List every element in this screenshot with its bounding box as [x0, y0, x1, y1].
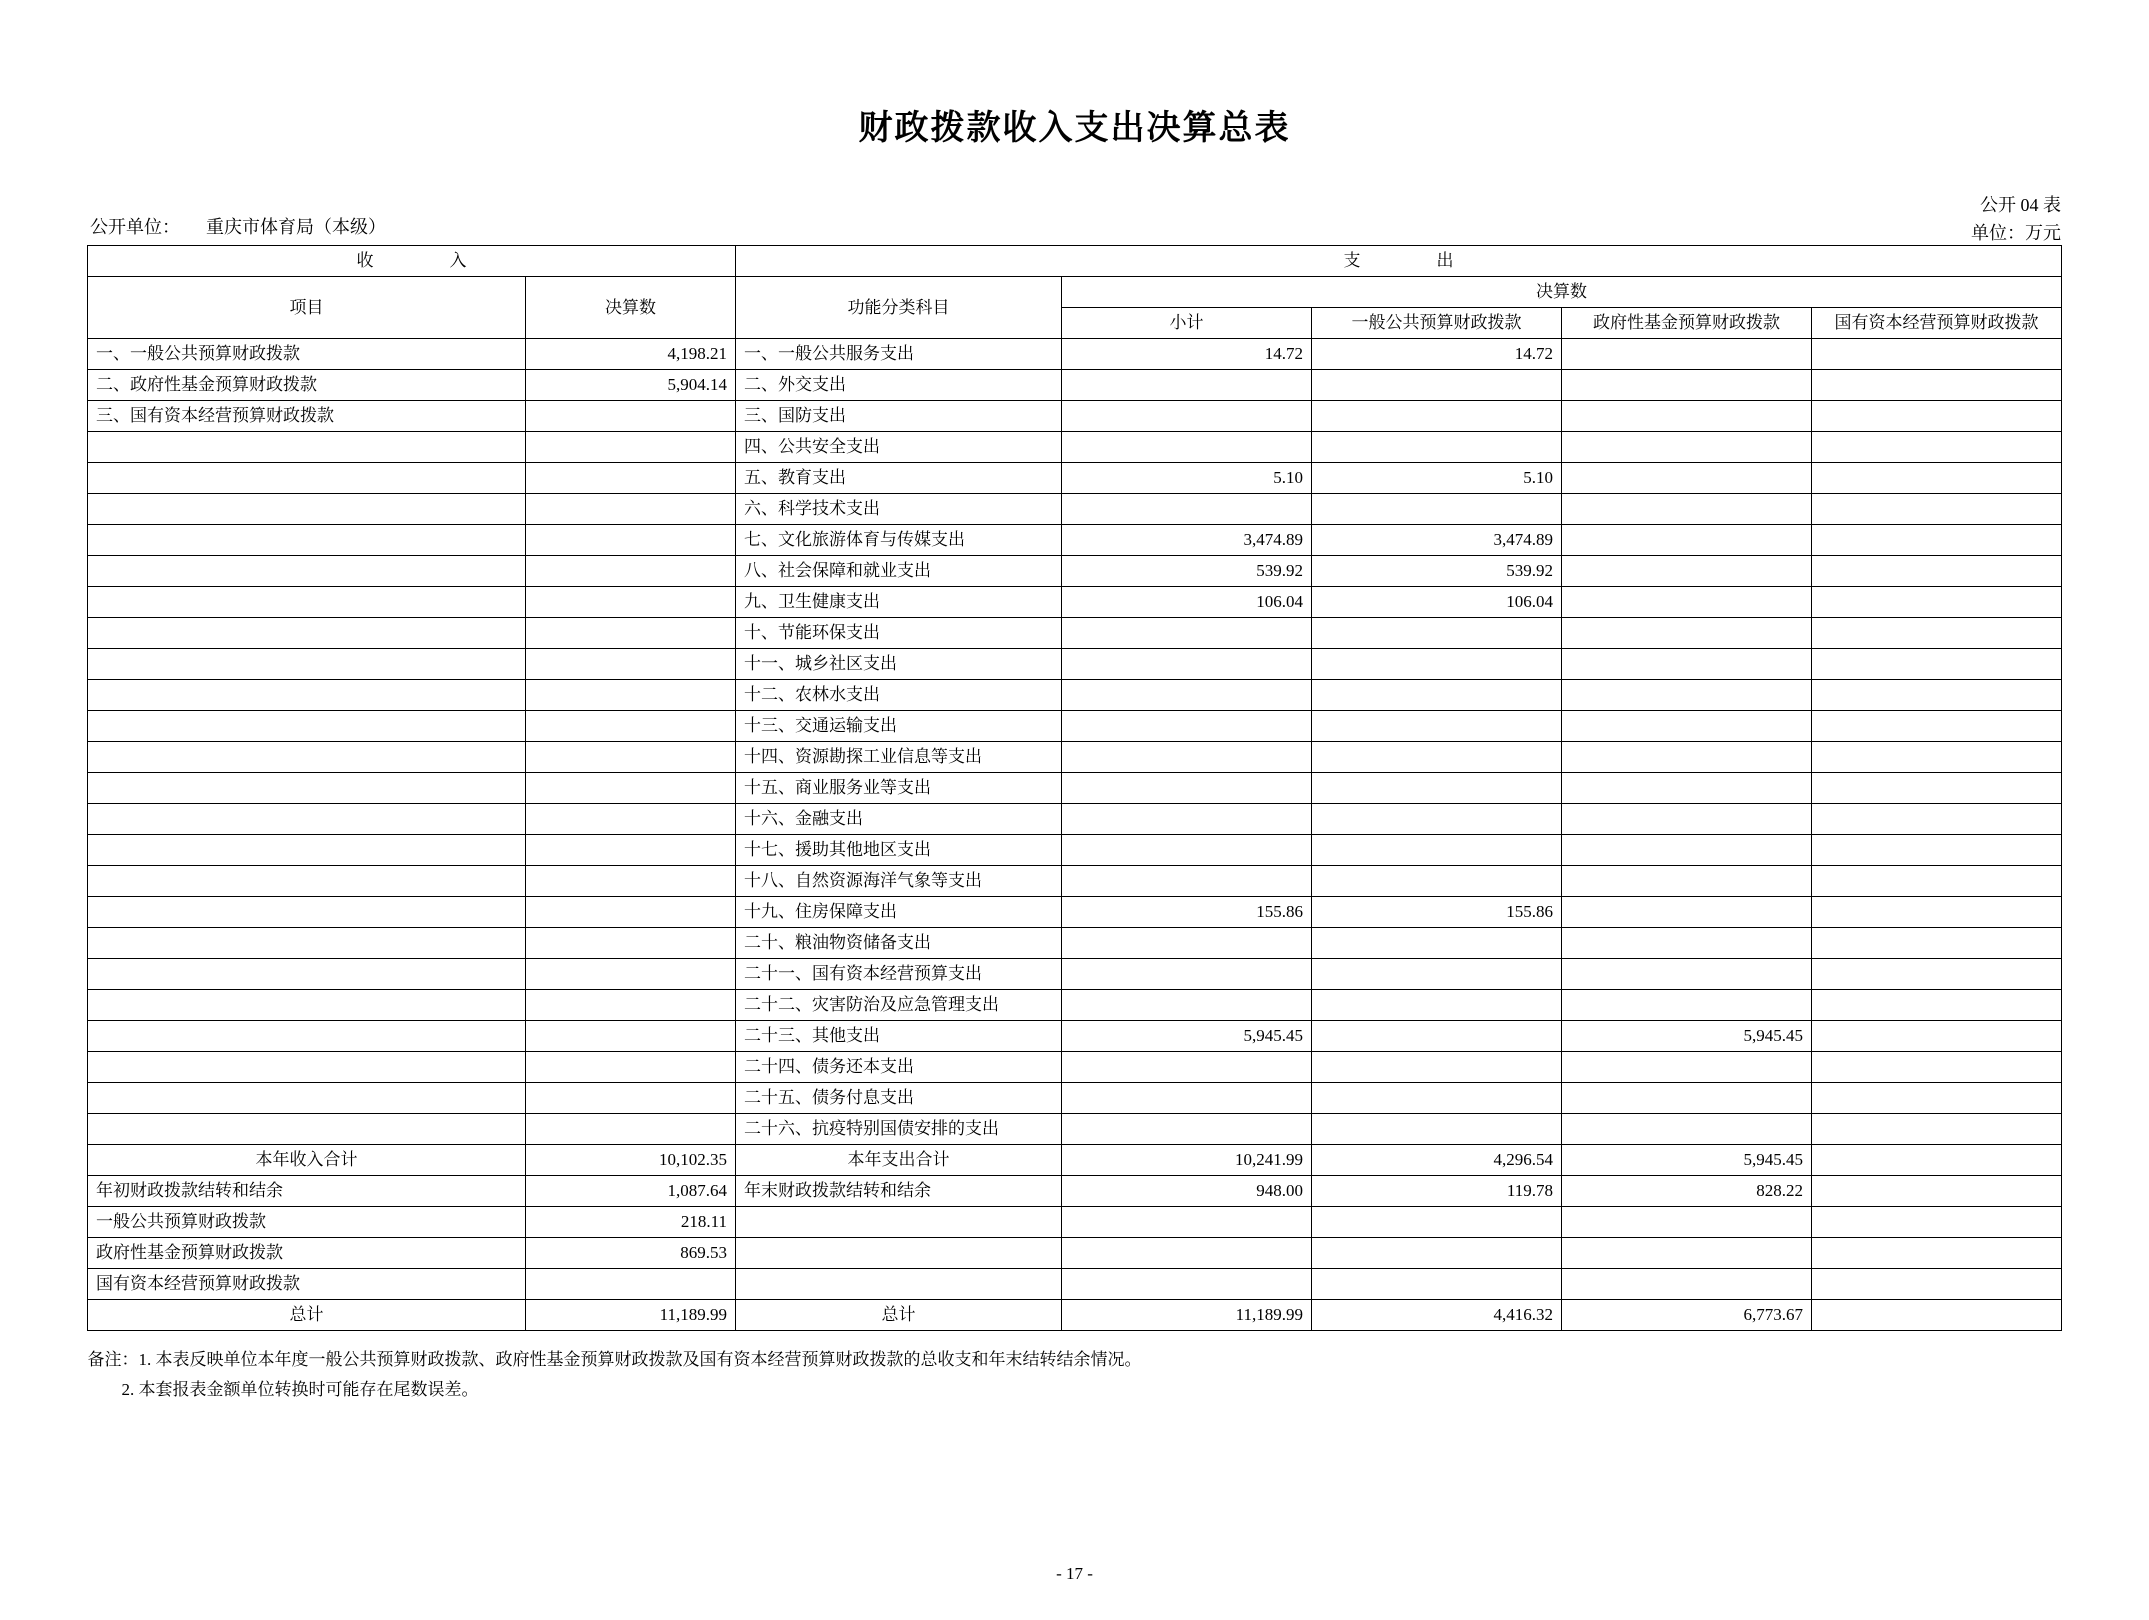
expense-function-label: 二十六、抗疫特别国债安排的支出 — [736, 1114, 1062, 1145]
expense-summary-subtotal: 948.00 — [1062, 1176, 1312, 1207]
expense-fund-value — [1562, 618, 1812, 649]
expense-subtotal-value — [1062, 990, 1312, 1021]
expense-subtotal-value: 106.04 — [1062, 587, 1312, 618]
expense-summary-general: 4,296.54 — [1312, 1145, 1562, 1176]
income-item-value — [526, 618, 736, 649]
expense-summary-general — [1312, 1238, 1562, 1269]
table-row — [88, 990, 2062, 1021]
table-row — [88, 525, 2062, 556]
expense-subtotal-value — [1062, 494, 1312, 525]
expense-subtotal-value — [1062, 959, 1312, 990]
income-item-value — [526, 680, 736, 711]
table-row — [88, 742, 2062, 773]
table-summary-row — [88, 1145, 2062, 1176]
expense-general-value — [1312, 990, 1562, 1021]
expense-general-value — [1312, 680, 1562, 711]
income-summary-label: 年初财政拨款结转和结余 — [88, 1176, 526, 1207]
table-head — [88, 246, 2062, 339]
income-item-value — [526, 959, 736, 990]
expense-state-value — [1812, 649, 2062, 680]
page-title: 财政拨款收入支出决算总表 — [858, 108, 1291, 148]
income-item-value — [526, 432, 736, 463]
table-row — [88, 587, 2062, 618]
income-item-value — [526, 525, 736, 556]
expense-function-label: 二、外交支出 — [736, 370, 1062, 401]
expense-general-value — [1312, 804, 1562, 835]
expense-state-value — [1812, 618, 2062, 649]
income-item-label — [88, 1052, 526, 1083]
income-item-label — [88, 432, 526, 463]
expense-function-label: 二十一、国有资本经营预算支出 — [736, 959, 1062, 990]
income-item-value — [526, 711, 736, 742]
expense-state-value — [1812, 990, 2062, 1021]
income-item-label — [88, 866, 526, 897]
expense-summary-subtotal: 10,241.99 — [1062, 1145, 1312, 1176]
expense-fund-value — [1562, 494, 1812, 525]
table-row — [88, 494, 2062, 525]
expense-subtotal-value — [1062, 928, 1312, 959]
expense-summary-state — [1812, 1269, 2062, 1300]
expense-subtotal-value — [1062, 370, 1312, 401]
income-summary-value: 1,087.64 — [526, 1176, 736, 1207]
expense-fund-value — [1562, 835, 1812, 866]
expense-function-label: 十四、资源勘探工业信息等支出 — [736, 742, 1062, 773]
expense-group-header: 支 出 — [736, 246, 2062, 277]
expense-summary-fund — [1562, 1207, 1812, 1238]
expense-general-value — [1312, 959, 1562, 990]
meta-row — [0, 191, 2149, 245]
expense-fund-value — [1562, 773, 1812, 804]
expense-general-value — [1312, 494, 1562, 525]
expense-gov-fund-header: 政府性基金预算财政拨款 — [1562, 308, 1812, 339]
expense-function-label: 二十五、债务付息支出 — [736, 1083, 1062, 1114]
expense-function-label: 二十三、其他支出 — [736, 1021, 1062, 1052]
expense-subtotal-value — [1062, 1052, 1312, 1083]
table-subheader-row-1 — [88, 277, 2062, 308]
fiscal-allocation-table — [87, 245, 2062, 1331]
income-item-value — [526, 587, 736, 618]
expense-summary-general — [1312, 1269, 1562, 1300]
expense-general-value: 14.72 — [1312, 339, 1562, 370]
expense-summary-label — [736, 1207, 1062, 1238]
income-item-value — [526, 804, 736, 835]
income-summary-value — [526, 1269, 736, 1300]
table-row — [88, 556, 2062, 587]
expense-fund-value — [1562, 680, 1812, 711]
expense-function-label: 六、科学技术支出 — [736, 494, 1062, 525]
expense-function-label: 十三、交通运输支出 — [736, 711, 1062, 742]
expense-state-value — [1812, 773, 2062, 804]
table-row — [88, 339, 2062, 370]
expense-fund-value — [1562, 804, 1812, 835]
expense-subtotal-value — [1062, 773, 1312, 804]
income-summary-label: 总计 — [88, 1300, 526, 1331]
income-item-label: 三、国有资本经营预算财政拨款 — [88, 401, 526, 432]
expense-subtotal-value: 539.92 — [1062, 556, 1312, 587]
expense-fund-value — [1562, 1083, 1812, 1114]
expense-summary-subtotal: 11,189.99 — [1062, 1300, 1312, 1331]
expense-fund-value — [1562, 897, 1812, 928]
function-category-header: 功能分类科目 — [736, 277, 1062, 339]
page-number: - 17 - — [1056, 1564, 1093, 1583]
publisher-line — [90, 213, 386, 239]
table-summary-row — [88, 1300, 2062, 1331]
expense-summary-fund: 6,773.67 — [1562, 1300, 1812, 1331]
expense-summary-subtotal — [1062, 1269, 1312, 1300]
expense-summary-fund — [1562, 1238, 1812, 1269]
expense-subtotal-value: 3,474.89 — [1062, 525, 1312, 556]
expense-function-label: 十、节能环保支出 — [736, 618, 1062, 649]
income-item-value — [526, 1114, 736, 1145]
expense-subtotal-value — [1062, 432, 1312, 463]
expense-function-label: 十六、金融支出 — [736, 804, 1062, 835]
expense-summary-fund: 828.22 — [1562, 1176, 1812, 1207]
table-group-header-row — [88, 246, 2062, 277]
expense-summary-label: 总计 — [736, 1300, 1062, 1331]
expense-summary-state — [1812, 1300, 2062, 1331]
form-code: 公开 04 表 — [1980, 195, 2061, 215]
expense-subtotal-value — [1062, 1114, 1312, 1145]
income-item-label — [88, 587, 526, 618]
income-item-label — [88, 742, 526, 773]
income-item-value — [526, 1083, 736, 1114]
income-item-value — [526, 649, 736, 680]
expense-fund-value — [1562, 711, 1812, 742]
table-row — [88, 618, 2062, 649]
expense-function-label: 九、卫生健康支出 — [736, 587, 1062, 618]
expense-subtotal-value — [1062, 711, 1312, 742]
income-item-label — [88, 680, 526, 711]
expense-state-value — [1812, 463, 2062, 494]
expense-state-value — [1812, 556, 2062, 587]
income-item-value — [526, 742, 736, 773]
income-item-value — [526, 773, 736, 804]
expense-summary-fund: 5,945.45 — [1562, 1145, 1812, 1176]
expense-fund-value — [1562, 463, 1812, 494]
table-notes — [88, 1345, 2062, 1405]
expense-subtotal-value — [1062, 618, 1312, 649]
income-item-label — [88, 1114, 526, 1145]
publisher-label: 公开单位： — [90, 217, 180, 237]
expense-function-label: 十九、住房保障支出 — [736, 897, 1062, 928]
expense-summary-subtotal — [1062, 1207, 1312, 1238]
table-row — [88, 711, 2062, 742]
expense-general-value — [1312, 1114, 1562, 1145]
income-item-label — [88, 618, 526, 649]
income-item-label — [88, 990, 526, 1021]
expense-summary-label — [736, 1238, 1062, 1269]
income-item-label — [88, 556, 526, 587]
expense-general-value — [1312, 370, 1562, 401]
expense-subtotal-value: 5.10 — [1062, 463, 1312, 494]
expense-subtotal-value — [1062, 866, 1312, 897]
table-row — [88, 370, 2062, 401]
expense-subtotal-value: 14.72 — [1062, 339, 1312, 370]
expense-summary-general: 4,416.32 — [1312, 1300, 1562, 1331]
expense-state-value — [1812, 711, 2062, 742]
income-item-value — [526, 928, 736, 959]
expense-state-value — [1812, 1114, 2062, 1145]
income-item-header: 项目 — [88, 277, 526, 339]
expense-state-value — [1812, 339, 2062, 370]
expense-state-value — [1812, 494, 2062, 525]
table-row — [88, 680, 2062, 711]
expense-amount-header: 决算数 — [1062, 277, 2062, 308]
income-summary-value: 869.53 — [526, 1238, 736, 1269]
expense-summary-subtotal — [1062, 1238, 1312, 1269]
expense-state-value — [1812, 866, 2062, 897]
expense-general-value — [1312, 1083, 1562, 1114]
table-body — [88, 339, 2062, 1331]
table-row — [88, 835, 2062, 866]
expense-state-value — [1812, 680, 2062, 711]
expense-subtotal-value — [1062, 742, 1312, 773]
expense-function-label: 二十四、债务还本支出 — [736, 1052, 1062, 1083]
table-summary-row — [88, 1238, 2062, 1269]
note-line-1: 备注：1. 本表反映单位本年度一般公共预算财政拨款、政府性基金预算财政拨款及国有资本经营预算财政拨款的总收支和年末结转结余情况。 — [87, 1350, 1142, 1369]
expense-summary-state — [1812, 1207, 2062, 1238]
expense-state-value — [1812, 1021, 2062, 1052]
expense-function-label: 二十二、灾害防治及应急管理支出 — [736, 990, 1062, 1021]
expense-fund-value — [1562, 432, 1812, 463]
table-row — [88, 897, 2062, 928]
expense-state-value — [1812, 959, 2062, 990]
income-item-label — [88, 1083, 526, 1114]
expense-subtotal-value — [1062, 680, 1312, 711]
income-item-value — [526, 866, 736, 897]
income-item-label: 二、政府性基金预算财政拨款 — [88, 370, 526, 401]
expense-fund-value — [1562, 742, 1812, 773]
table-row — [88, 1021, 2062, 1052]
income-item-value: 5,904.14 — [526, 370, 736, 401]
income-item-value — [526, 401, 736, 432]
income-summary-label: 本年收入合计 — [88, 1145, 526, 1176]
expense-general-value — [1312, 835, 1562, 866]
expense-fund-value — [1562, 556, 1812, 587]
document-page — [0, 100, 2149, 1620]
expense-summary-general — [1312, 1207, 1562, 1238]
table-row — [88, 432, 2062, 463]
expense-state-value — [1812, 928, 2062, 959]
expense-function-label: 三、国防支出 — [736, 401, 1062, 432]
expense-subtotal-value: 155.86 — [1062, 897, 1312, 928]
income-item-label — [88, 897, 526, 928]
income-item-label — [88, 525, 526, 556]
expense-state-value — [1812, 1083, 2062, 1114]
table-row — [88, 866, 2062, 897]
expense-summary-label: 年末财政拨款结转和结余 — [736, 1176, 1062, 1207]
expense-summary-label — [736, 1269, 1062, 1300]
expense-function-label: 二十、粮油物资储备支出 — [736, 928, 1062, 959]
income-item-label — [88, 494, 526, 525]
table-row — [88, 773, 2062, 804]
income-item-label: 一、一般公共预算财政拨款 — [88, 339, 526, 370]
expense-fund-value — [1562, 339, 1812, 370]
income-summary-value: 11,189.99 — [526, 1300, 736, 1331]
income-item-value — [526, 463, 736, 494]
expense-state-value — [1812, 1052, 2062, 1083]
publisher-name: 重庆市体育局（本级） — [206, 217, 386, 237]
expense-state-value — [1812, 804, 2062, 835]
income-item-label — [88, 649, 526, 680]
amount-unit: 单位：万元 — [1971, 223, 2061, 243]
income-item-label — [88, 1021, 526, 1052]
table-row — [88, 463, 2062, 494]
expense-state-capital-header: 国有资本经营预算财政拨款 — [1812, 308, 2062, 339]
table-summary-row — [88, 1269, 2062, 1300]
expense-general-value — [1312, 401, 1562, 432]
expense-summary-general: 119.78 — [1312, 1176, 1562, 1207]
income-item-value — [526, 1021, 736, 1052]
expense-fund-value — [1562, 525, 1812, 556]
expense-general-value: 106.04 — [1312, 587, 1562, 618]
expense-general-value — [1312, 742, 1562, 773]
expense-general-value — [1312, 711, 1562, 742]
expense-general-value: 3,474.89 — [1312, 525, 1562, 556]
expense-fund-value — [1562, 928, 1812, 959]
expense-function-label: 十八、自然资源海洋气象等支出 — [736, 866, 1062, 897]
expense-fund-value — [1562, 1114, 1812, 1145]
expense-fund-value — [1562, 1052, 1812, 1083]
income-summary-label: 国有资本经营预算财政拨款 — [88, 1269, 526, 1300]
expense-state-value — [1812, 370, 2062, 401]
expense-subtotal-value — [1062, 1083, 1312, 1114]
expense-subtotal-value — [1062, 649, 1312, 680]
expense-subtotal-value — [1062, 835, 1312, 866]
expense-general-value — [1312, 928, 1562, 959]
expense-subtotal-value — [1062, 804, 1312, 835]
income-item-label — [88, 928, 526, 959]
income-group-header: 收 入 — [88, 246, 736, 277]
expense-fund-value — [1562, 990, 1812, 1021]
expense-function-label: 十二、农林水支出 — [736, 680, 1062, 711]
expense-general-value — [1312, 773, 1562, 804]
income-summary-value: 218.11 — [526, 1207, 736, 1238]
income-summary-value: 10,102.35 — [526, 1145, 736, 1176]
income-item-label — [88, 711, 526, 742]
expense-general-value — [1312, 866, 1562, 897]
expense-state-value — [1812, 897, 2062, 928]
expense-fund-value — [1562, 649, 1812, 680]
expense-state-value — [1812, 742, 2062, 773]
expense-general-value — [1312, 649, 1562, 680]
expense-general-value — [1312, 1021, 1562, 1052]
expense-general-value: 539.92 — [1312, 556, 1562, 587]
expense-fund-value — [1562, 587, 1812, 618]
expense-general-value — [1312, 618, 1562, 649]
income-item-value — [526, 556, 736, 587]
table-row — [88, 401, 2062, 432]
expense-function-label: 十七、援助其他地区支出 — [736, 835, 1062, 866]
expense-state-value — [1812, 587, 2062, 618]
expense-general-budget-header: 一般公共预算财政拨款 — [1312, 308, 1562, 339]
income-item-label — [88, 959, 526, 990]
form-meta — [1971, 191, 2061, 247]
expense-subtotal-value — [1062, 401, 1312, 432]
expense-subtotal-header: 小计 — [1062, 308, 1312, 339]
income-item-label — [88, 835, 526, 866]
table-row — [88, 928, 2062, 959]
income-item-value — [526, 835, 736, 866]
income-item-value — [526, 1052, 736, 1083]
note-line-2: 2. 本套报表金额单位转换时可能存在尾数误差。 — [121, 1380, 479, 1399]
expense-summary-state — [1812, 1238, 2062, 1269]
expense-fund-value — [1562, 866, 1812, 897]
expense-general-value: 155.86 — [1312, 897, 1562, 928]
expense-summary-fund — [1562, 1269, 1812, 1300]
expense-state-value — [1812, 525, 2062, 556]
income-item-label — [88, 463, 526, 494]
income-summary-label: 一般公共预算财政拨款 — [88, 1207, 526, 1238]
expense-function-label: 四、公共安全支出 — [736, 432, 1062, 463]
expense-fund-value — [1562, 401, 1812, 432]
expense-function-label: 十五、商业服务业等支出 — [736, 773, 1062, 804]
expense-fund-value: 5,945.45 — [1562, 1021, 1812, 1052]
income-item-label — [88, 804, 526, 835]
expense-fund-value — [1562, 370, 1812, 401]
table-row — [88, 1083, 2062, 1114]
income-item-label — [88, 773, 526, 804]
income-item-value: 4,198.21 — [526, 339, 736, 370]
expense-function-label: 十一、城乡社区支出 — [736, 649, 1062, 680]
expense-general-value — [1312, 1052, 1562, 1083]
expense-function-label: 一、一般公共服务支出 — [736, 339, 1062, 370]
expense-state-value — [1812, 401, 2062, 432]
income-item-value — [526, 494, 736, 525]
table-row — [88, 959, 2062, 990]
expense-state-value — [1812, 835, 2062, 866]
expense-summary-state — [1812, 1176, 2062, 1207]
table-summary-row — [88, 1176, 2062, 1207]
expense-function-label: 七、文化旅游体育与传媒支出 — [736, 525, 1062, 556]
expense-general-value — [1312, 432, 1562, 463]
expense-general-value: 5.10 — [1312, 463, 1562, 494]
expense-summary-state — [1812, 1145, 2062, 1176]
table-row — [88, 649, 2062, 680]
expense-subtotal-value: 5,945.45 — [1062, 1021, 1312, 1052]
table-row — [88, 1114, 2062, 1145]
income-item-value — [526, 897, 736, 928]
expense-function-label: 五、教育支出 — [736, 463, 1062, 494]
table-row — [88, 1052, 2062, 1083]
income-amount-header: 决算数 — [526, 277, 736, 339]
table-row — [88, 804, 2062, 835]
expense-fund-value — [1562, 959, 1812, 990]
income-item-value — [526, 990, 736, 1021]
expense-state-value — [1812, 432, 2062, 463]
income-summary-label: 政府性基金预算财政拨款 — [88, 1238, 526, 1269]
table-summary-row — [88, 1207, 2062, 1238]
expense-summary-label: 本年支出合计 — [736, 1145, 1062, 1176]
expense-function-label: 八、社会保障和就业支出 — [736, 556, 1062, 587]
